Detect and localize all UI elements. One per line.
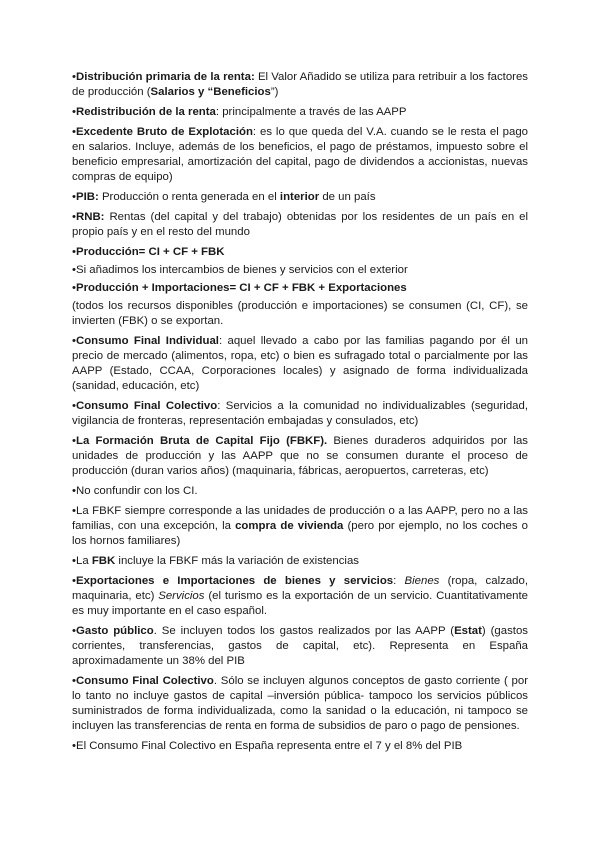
text-run: interior [279,191,320,203]
text-run: El Valor Añadido se utiliza para retribuir a los factores de producción ( [72,71,528,98]
text-run: : [393,575,405,587]
text-run: (el turismo es la exportación de un servicio. Cuantitativamente es muy importante en el caso español. [72,590,528,617]
text-run: Estat [454,625,482,637]
text-run: Producción o renta generada en el [98,191,280,203]
text-run: PIB: [76,191,99,203]
paragraph [72,210,528,240]
paragraph [72,263,528,278]
text-run: • [72,400,76,412]
text-run: compra de vivienda [235,520,344,532]
text-run: : aquel llevado a cabo por las familias pagando por él un precio de mercado (alimentos, ropa, etc) o bien es sufragado total o parcialmente por las AAPP (Estado, CCAA, Corporaciones locales) y asignado de forma individualizada (sanidad, educación, etc) [72,335,528,392]
paragraph [72,334,528,394]
text-run: RNB: [76,211,105,223]
paragraph [72,554,528,569]
text-run: incluye la FBKF más la variación de existencias [115,555,359,567]
text-run: • [72,575,76,587]
paragraph [72,70,528,100]
text-run: • [72,191,76,203]
text-run: La Formación Bruta de Capital Fijo (FBKF). [76,435,328,447]
text-run: ) (gastos corrientes, transferencias, gastos de capital, etc). Representa en España aproximadamente un 38% del PIB [72,625,528,667]
paragraph [72,190,528,205]
text-run: Consumo Final Colectivo [76,400,218,412]
text-run: • [72,675,76,687]
paragraph [72,624,528,669]
text-run: ”) [270,86,279,98]
paragraph [72,399,528,429]
paragraph [72,299,528,329]
text-run: • [72,435,76,447]
text-run: • [72,335,76,347]
text-run: Distribución primaria de la renta: [76,71,255,83]
text-run: • [72,106,76,118]
paragraph [72,739,528,754]
text-run: Producción + Importaciones= CI + CF + FBK + Exportaciones [76,282,407,294]
paragraph [72,281,528,296]
text-run: Servicios [158,590,205,602]
text-run: . Se incluyen todos los gastos realizados por las AAPP ( [153,625,455,637]
text-run: Bienes [404,575,440,587]
paragraph [72,105,528,120]
text-run: : Servicios a la comunidad no individualizables (seguridad, vigilancia de fronteras, representación embajadas y consulados, etc) [72,400,528,427]
text-run: Producción= CI + CF + FBK [76,246,225,258]
text-run: : principalmente a través de las AAPP [215,106,407,118]
paragraph [72,434,528,479]
text-run: Redistribución de la renta [76,106,216,118]
text-run: •No confundir con los CI. [72,485,198,497]
text-run: •La FBKF siempre corresponde a las unidades de producción o a las AAPP, pero no a las familias, con una excepción, la [72,505,528,532]
text-run: de un país [319,191,376,203]
text-run: • [72,71,76,83]
text-run: • [72,246,76,258]
text-run: • [72,126,76,138]
text-run: Exportaciones e Importaciones de bienes y servicios [76,575,394,587]
paragraph [72,574,528,619]
text-run: Consumo Final Colectivo [76,675,214,687]
text-run: : es lo que queda del V.A. cuando se le resta el pago en salarios. Incluye, además de los beneficios, el pago de préstamos, impuesto sobre el beneficio empresarial, amortización del capital, pago de dividendos a accionistas, nuevas compras de equipo) [72,126,528,183]
text-run: Consumo Final Individual [76,335,219,347]
text-run: • [72,211,76,223]
paragraph [72,125,528,185]
text-run: Rentas (del capital y del trabajo) obtenidas por los residentes de un país en el propio país y en el resto del mundo [72,211,528,238]
paragraph [72,504,528,549]
text-run: (pero por ejemplo, no los coches o los hornos familiares) [72,520,529,547]
paragraph [72,484,528,499]
text-run: •Si añadimos los intercambios de bienes y servicios con el exterior [72,264,408,276]
paragraph [72,674,528,734]
text-run: (ropa, calzado, maquinaria, etc) [72,575,528,602]
document-page [72,70,528,759]
text-run: Excedente Bruto de Explotación [76,126,253,138]
text-run: • [72,282,76,294]
paragraph [72,245,528,260]
text-run: Salarios y “Beneficios [150,86,271,98]
text-run: Bienes duraderos adquiridos por las unidades de producción y las AAPP que no se consumen durante el proceso de producción (duran varios años) (maquinaria, fábricas, aeropuertos, carreteras, etc) [72,435,528,477]
text-run: FBK [91,555,116,567]
text-run: •El Consumo Final Colectivo en España representa entre el 7 y el 8% del PIB [72,740,463,752]
text-run: (todos los recursos disponibles (producción e importaciones) se consumen (CI, CF), se invierten (FBK) o se exportan. [72,300,528,327]
text-run: •La [72,555,92,567]
text-run: • [72,625,76,637]
text-run: Gasto público [76,625,154,637]
text-run: . Sólo se incluyen algunos conceptos de gasto corriente ( por lo tanto no incluye gastos de capital –inversión pública- tampoco los servicios públicos suministrados de forma individualizada, como la sanidad o la educación, ni tampoco se incluyen las transferencias de renta en forma de subsidios de paro o pago de pensiones. [72,675,528,732]
